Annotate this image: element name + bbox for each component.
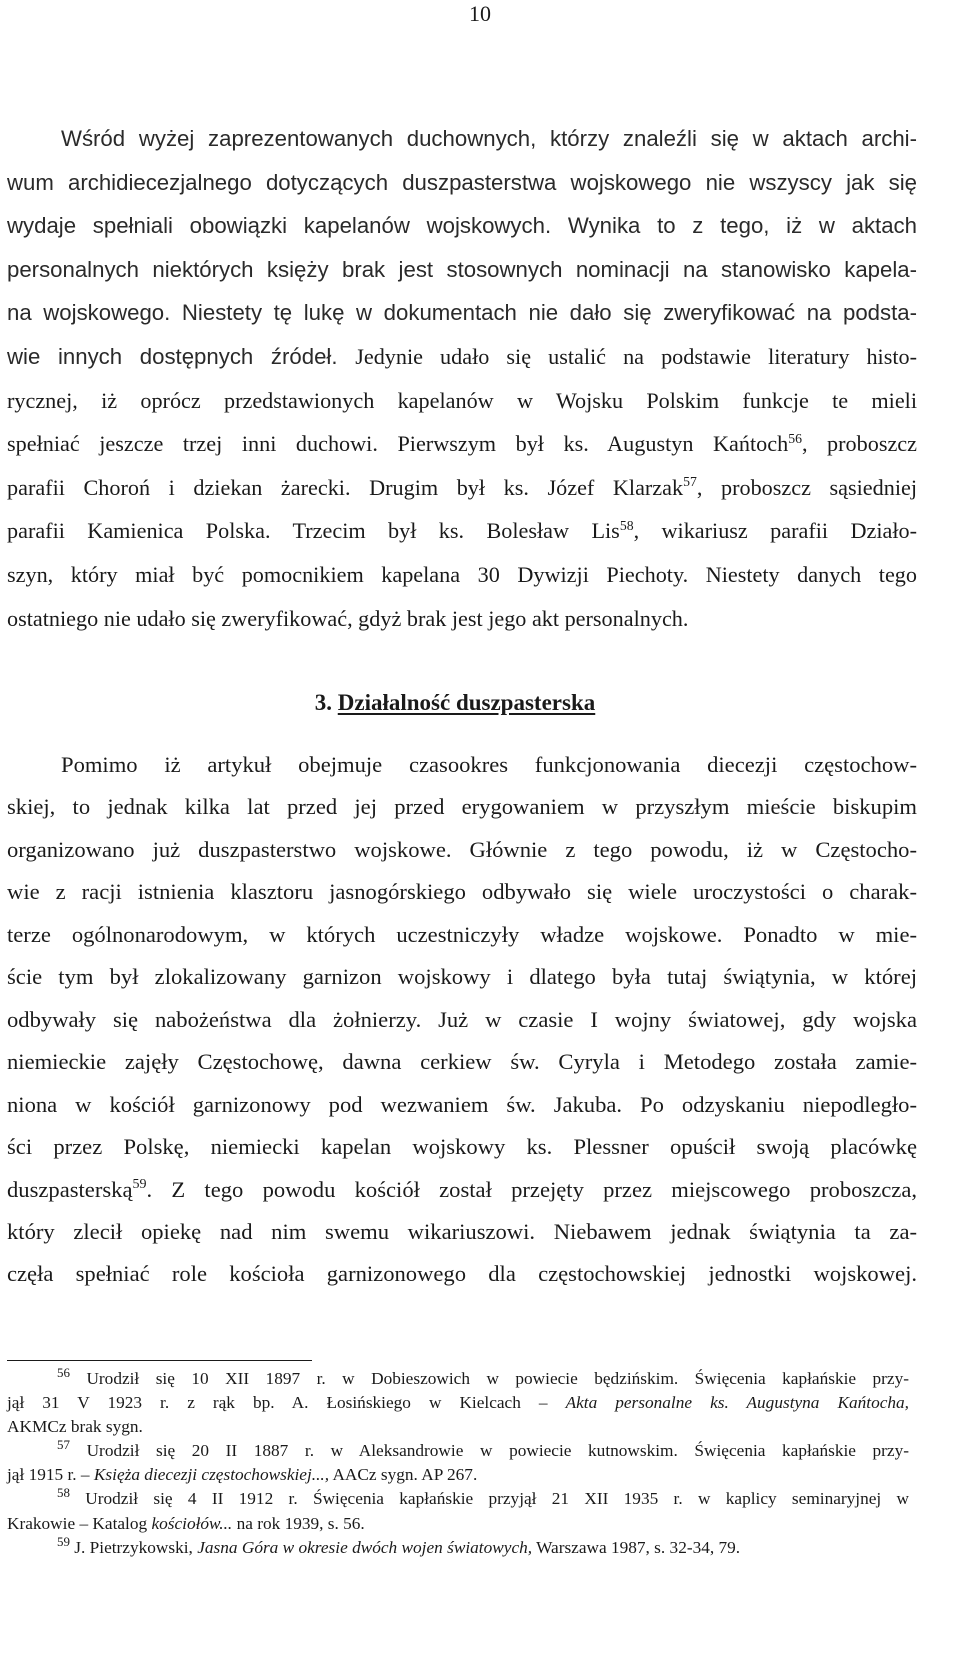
text-line: rycznej, iż oprócz przedstawionych kapelanów w Wojsku Polskim funkcje te mieli <box>7 387 917 413</box>
citation-title: Jasna Góra w okresie dwóch wojen światowych, <box>197 1537 533 1557</box>
footnote-line <box>7 1364 909 1391</box>
section-number: 3. <box>314 690 332 715</box>
text-line: ostatniego nie udało się zweryfikować, gdyż brak jest jego akt personalnych. <box>7 605 689 631</box>
text-line: na wojskowego. Niestety tę lukę w dokumentach nie dało się zweryfikować na podsta- <box>7 300 917 326</box>
footnote-58 <box>7 1487 909 1535</box>
text-line <box>7 509 917 553</box>
text-segment: spełniać jeszcze trzej inni duchowi. Pierwszym był ks. Augustyn Kańtoch <box>7 431 789 457</box>
text-line <box>7 466 917 510</box>
footnote-ref-58[interactable]: 58 <box>619 517 634 533</box>
text-line <box>7 335 917 379</box>
citation-title: Akta personalne ks. Augustyna Kańtocha, <box>565 1393 909 1413</box>
text-line: wydaje spełniali obowiązki kapelanów wojskowych. Wynika to z tego, iż w aktach <box>7 213 917 239</box>
paragraph-intro <box>7 117 917 640</box>
citation-title: Księża diecezji częstochowskiej..., <box>93 1465 330 1485</box>
footnote-line <box>7 1512 909 1536</box>
text-line: Pomimo iż artykuł obejmuje czasookres funkcjonowania diecezji częstochow- <box>61 752 917 777</box>
text-segment: jął 31 V 1923 r. z rąk bp. A. Łosińskiego w Kielcach – <box>7 1393 548 1413</box>
text-line: odbywały się nabożeństwa dla żołnierzy. Już w czasie I wojny światowej, gdy wojska <box>7 1006 917 1032</box>
text-line <box>7 422 917 466</box>
text-line <box>7 1169 917 1211</box>
text-line: niemieckie zajęły Częstochowę, dawna cerkiew św. Cyryla i Metodego została zamie- <box>7 1049 917 1075</box>
text-line: organizowano już duszpasterstwo wojskowe. Głównie z tego powodu, iż w Częstocho- <box>7 836 917 862</box>
text-line: skiej, to jednak kilka lat przed jej przed erygowaniem w przyszłym mieście biskupim <box>7 794 917 820</box>
paragraph-pastoral-activity <box>7 744 917 1296</box>
footnote-separator <box>7 1360 312 1361</box>
text-segment: Warszawa 1987, s. 32-34, 79. <box>536 1537 741 1557</box>
footnote-number: 59 <box>57 1533 70 1549</box>
footnote-line <box>7 1439 909 1463</box>
text-line: ści przez Polskę, niemiecki kapelan wojskowy ks. Plessner opuścił swoją placówkę <box>7 1134 917 1160</box>
footnote-59 <box>7 1533 909 1560</box>
page-number: 10 <box>469 1 491 26</box>
text-segment: AACz sygn. AP 267. <box>332 1465 478 1485</box>
footnote-line <box>7 1533 909 1560</box>
footnote-ref-57[interactable]: 57 <box>683 474 697 490</box>
text-segment: parafii Choroń i dziekan żarecki. Drugim był ks. Józef Klarzak <box>7 474 684 500</box>
text-segment: Urodził się 10 XII 1897 r. w Dobieszowich w powiecie będzińskim. Święcenia kapłańskie przy- <box>86 1369 909 1388</box>
footnote-line: AKMCz brak sygn. <box>7 1417 143 1437</box>
text-segment: Urodził się 20 II 1887 r. w Aleksandrowie w powiecie kutnowskim. Święcenia kapłańskie przy- <box>86 1441 909 1461</box>
citation-title: kościołów... <box>151 1513 233 1533</box>
text-segment: , proboszcz sąsiedniej <box>696 474 918 500</box>
text-line: Wśród wyżej zaprezentowanych duchownych, którzy znaleźli się w aktach archi- <box>61 126 917 151</box>
text-line: który zlecił opiekę nad nim swemu wikariuszowi. Niebawem jednak świątynia ta za- <box>7 1218 917 1244</box>
footnote-number: 56 <box>57 1364 70 1380</box>
footnote-number: 58 <box>57 1485 70 1501</box>
footnote-line <box>7 1487 909 1511</box>
text-line: wie z racji istnienia klasztoru jasnogórskiego odbywało się wiele uroczystości o charak- <box>7 879 917 905</box>
text-segment: , proboszcz <box>801 431 917 457</box>
text-line: niona w kościół garnizonowy pod wezwaniem św. Jakuba. Po odzyskaniu niepodległo- <box>7 1091 917 1117</box>
text-line: personalnych niektórych księży brak jest stosownych nominacji na stanowisko kapela- <box>7 256 917 282</box>
footnote-line <box>7 1391 909 1415</box>
section-heading <box>0 690 910 716</box>
text-segment: jął 1915 r. – <box>7 1465 90 1485</box>
footnotes <box>7 1364 909 1560</box>
text-segment: J. Pietrzykowski, <box>74 1537 193 1557</box>
text-segment: parafii Kamienica Polska. Trzecim był ks. Bolesław Lis <box>7 518 620 544</box>
section-title: Działalność duszpasterska <box>337 690 596 715</box>
text-segment: Jedynie udało się ustalić na podstawie literatury histo- <box>355 343 918 369</box>
text-line: wum archidiecezjalnego dotyczących duszpasterstwa wojskowego nie wszyscy jak się <box>7 169 917 195</box>
footnote-ref-59[interactable]: 59 <box>132 1176 147 1192</box>
footnote-ref-56[interactable]: 56 <box>788 430 802 446</box>
footnote-number: 57 <box>57 1437 70 1453</box>
text-line: szyn, który miał być pomocnikiem kapelana 30 Dywizji Piechoty. Niestety danych tego <box>7 561 917 587</box>
footnote-57 <box>7 1439 909 1487</box>
text-line: terze ogólnonarodowym, w których uczestniczyły władze wojskowe. Ponadto w mie- <box>7 921 917 947</box>
text-line: częła spełniać role kościoła garnizonowego dla częstochowskiej jednostki wojskowej. <box>7 1261 917 1287</box>
text-segment: duszpasterską <box>7 1176 133 1202</box>
text-line: ście tym był zlokalizowany garnizon wojskowy i dlatego była tutaj świątynia, w której <box>7 964 917 990</box>
text-segment: , wikariusz parafii Działo- <box>633 518 917 544</box>
text-segment: Krakowie – Katalog <box>7 1513 148 1533</box>
text-segment: . Z tego powodu kościół został przejęty przez miejscowego proboszcza, <box>146 1176 917 1202</box>
text-segment: wie innych dostępnych źródeł. <box>7 343 338 369</box>
text-segment: na rok 1939, s. 56. <box>236 1513 365 1533</box>
footnote-line <box>7 1463 909 1487</box>
footnote-56 <box>7 1364 909 1439</box>
text-segment: Urodził się 4 II 1912 r. Święcenia kapłańskie przyjął 21 XII 1935 r. w kaplicy seminaryjnej w <box>85 1489 909 1509</box>
